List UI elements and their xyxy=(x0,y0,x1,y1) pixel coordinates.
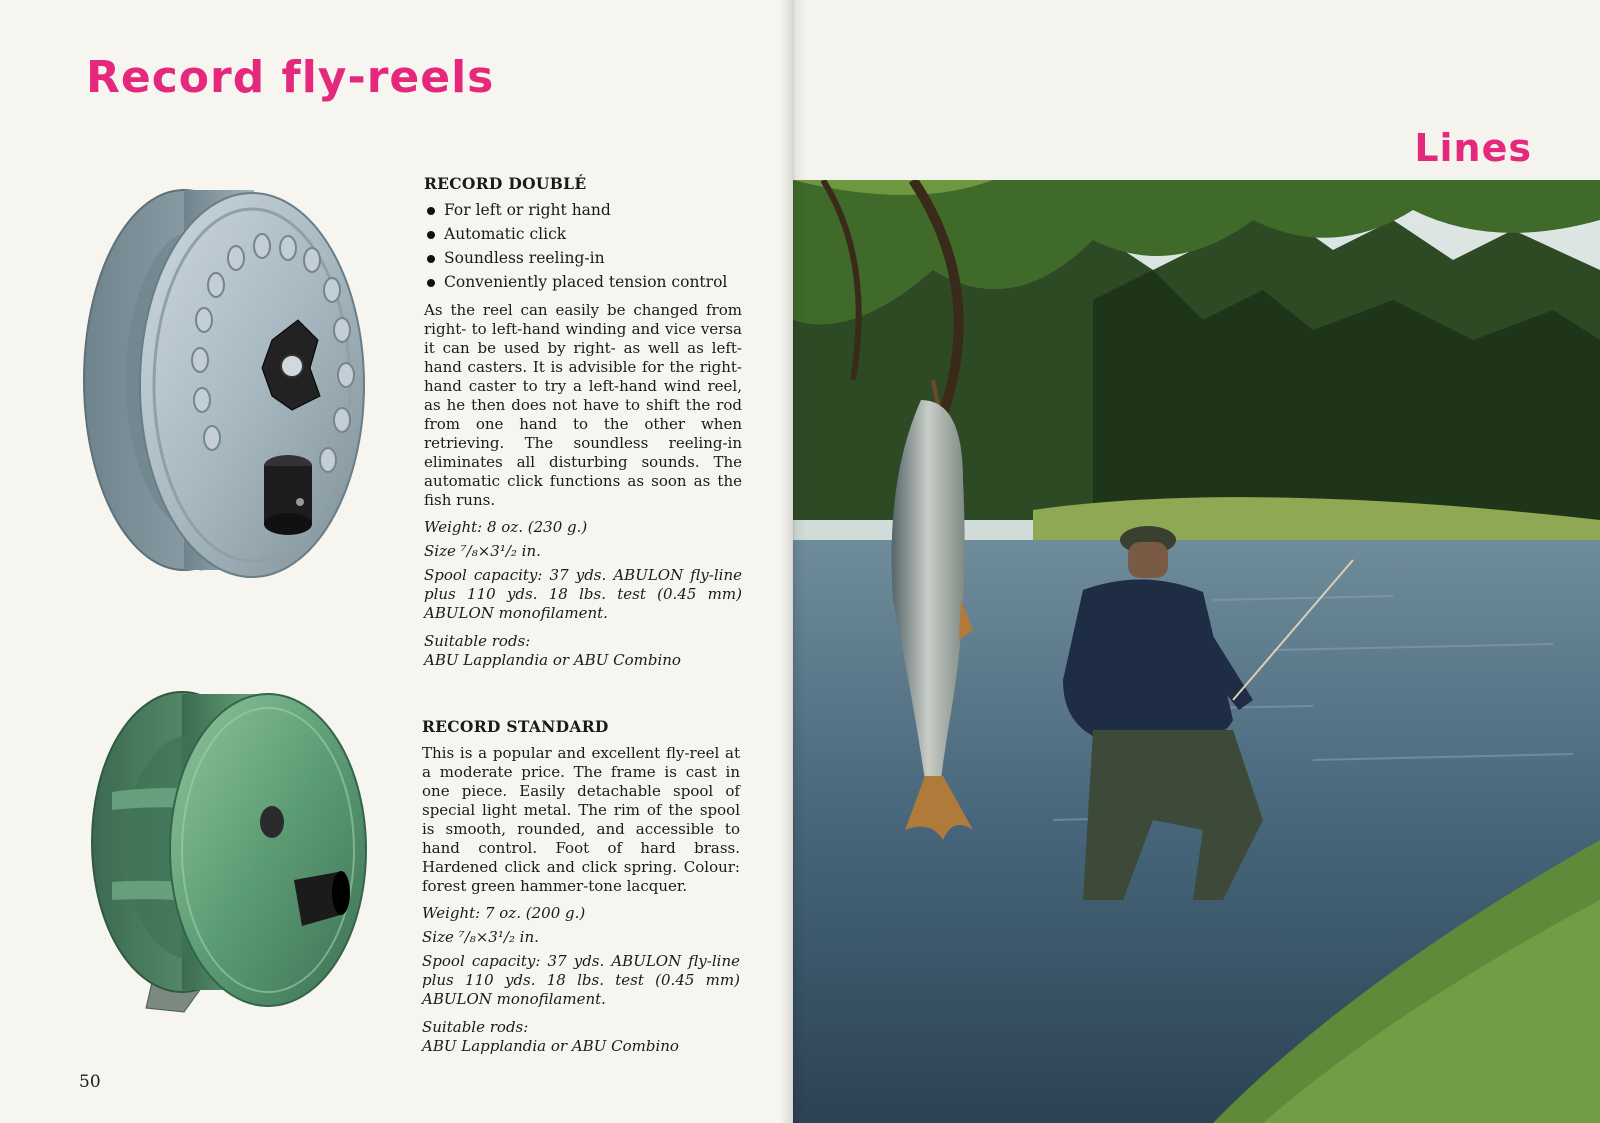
page-heading-lines: Lines xyxy=(1414,126,1532,170)
feature-item: For left or right hand xyxy=(424,201,742,220)
feature-item: Conveniently placed tension control xyxy=(424,273,742,292)
product-name: RECORD DOUBLÉ xyxy=(424,174,587,193)
page-heading-fly-reels: Record fly-reels xyxy=(86,52,495,103)
suitable-rods xyxy=(424,632,742,670)
suitable-rods-value: ABU Lapplandia or ABU Combino xyxy=(422,1037,679,1055)
product-weight: Weight: 7 oz. (200 g.) xyxy=(422,904,586,922)
product-description: This is a popular and excellent fly-reel at a moderate price. The frame is cast in one piece. Easily detachable spool of special light metal. The rim of the spool is smooth, rounded, and accessible to hand control. Foot of hard brass. Hardened click and click spring. Colour: forest green hammer-tone lacquer. xyxy=(422,744,740,895)
record-double-section xyxy=(424,174,742,670)
product-size: Size ⁷/₈×3¹/₂ in. xyxy=(422,928,539,946)
page-number: 50 xyxy=(79,1072,101,1092)
record-standard-reel-illustration xyxy=(72,682,372,1032)
angler-with-fish-photo xyxy=(793,180,1600,1123)
product-size: Size ⁷/₈×3¹/₂ in. xyxy=(424,542,541,560)
suitable-rods-label: Suitable rods: xyxy=(422,1018,529,1036)
product-spool-capacity: Spool capacity: 37 yds. ABULON fly-line plus 110 yds. 18 lbs. test (0.45 mm) ABULON monofilament. xyxy=(424,566,742,622)
feature-list xyxy=(424,201,742,292)
product-spool-capacity: Spool capacity: 37 yds. ABULON fly-line plus 110 yds. 18 lbs. test (0.45 mm) ABULON monofilament. xyxy=(422,952,740,1008)
product-description: As the reel can easily be changed from right- to left-hand winding and vice versa it can be used by right- as well as left-hand casters. It is advisible for the right-hand caster to try a left-hand wind reel, as he then does not have to shift the rod from one hand to the other when retrieving. The soundless reeling-in eliminates all disturbing sounds. The automatic click functions as soon as the fish runs. xyxy=(424,301,742,509)
left-page xyxy=(0,0,793,1123)
record-standard-section xyxy=(422,717,740,1056)
feature-item: Automatic click xyxy=(424,225,742,244)
suitable-rods-value: ABU Lapplandia or ABU Combino xyxy=(424,651,681,669)
product-name: RECORD STANDARD xyxy=(422,717,609,736)
suitable-rods-label: Suitable rods: xyxy=(424,632,531,650)
suitable-rods xyxy=(422,1018,740,1056)
product-weight: Weight: 8 oz. (230 g.) xyxy=(424,518,588,536)
feature-item: Soundless reeling-in xyxy=(424,249,742,268)
record-double-reel-illustration xyxy=(66,170,366,590)
